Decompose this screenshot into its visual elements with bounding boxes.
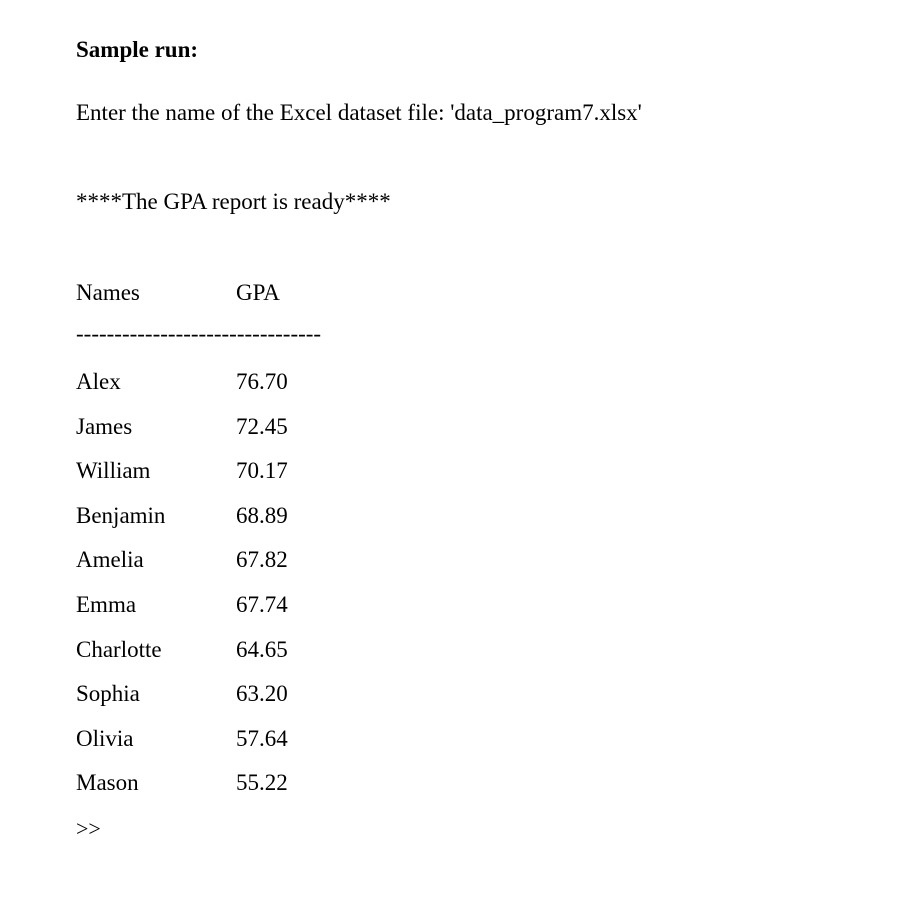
table-row (76, 638, 676, 683)
table-row (76, 504, 676, 549)
student-gpa: 70.17 (236, 458, 288, 484)
table-row (76, 548, 676, 593)
student-gpa: 67.82 (236, 547, 288, 573)
student-name: James (76, 413, 133, 439)
student-name: Charlotte (76, 636, 162, 662)
table-row (76, 459, 676, 504)
student-gpa: 57.64 (236, 725, 288, 751)
shell-prompt: >> (76, 816, 101, 841)
table-row (76, 370, 676, 415)
student-name: Olivia (76, 725, 134, 751)
student-gpa: 67.74 (236, 591, 288, 617)
names-column-header: Names (76, 280, 140, 305)
student-name: Benjamin (76, 502, 166, 528)
table-row (76, 727, 676, 772)
sample-run-heading: Sample run: (76, 37, 199, 62)
document-page (76, 0, 896, 907)
gpa-table-body (76, 370, 676, 816)
gpa-column-header: GPA (236, 280, 280, 305)
table-row (76, 682, 676, 727)
student-gpa: 64.65 (236, 636, 288, 662)
table-row (76, 771, 676, 816)
student-name: Emma (76, 591, 137, 617)
student-name: Amelia (76, 547, 144, 573)
student-name: William (76, 458, 151, 484)
student-gpa: 55.22 (236, 770, 288, 796)
student-name: Alex (76, 369, 121, 394)
student-gpa: 68.89 (236, 502, 288, 528)
table-divider: -------------------------------- (76, 321, 322, 346)
file-prompt-text: Enter the name of the Excel dataset file: 'data_program7.xlsx' (76, 100, 642, 125)
table-row (76, 593, 676, 638)
student-gpa: 72.45 (236, 413, 288, 439)
student-name: Sophia (76, 681, 140, 707)
table-row (76, 415, 676, 460)
report-status-text: ****The GPA report is ready**** (76, 189, 391, 214)
student-name: Mason (76, 770, 139, 796)
student-gpa: 63.20 (236, 681, 288, 707)
student-gpa: 76.70 (236, 369, 288, 394)
